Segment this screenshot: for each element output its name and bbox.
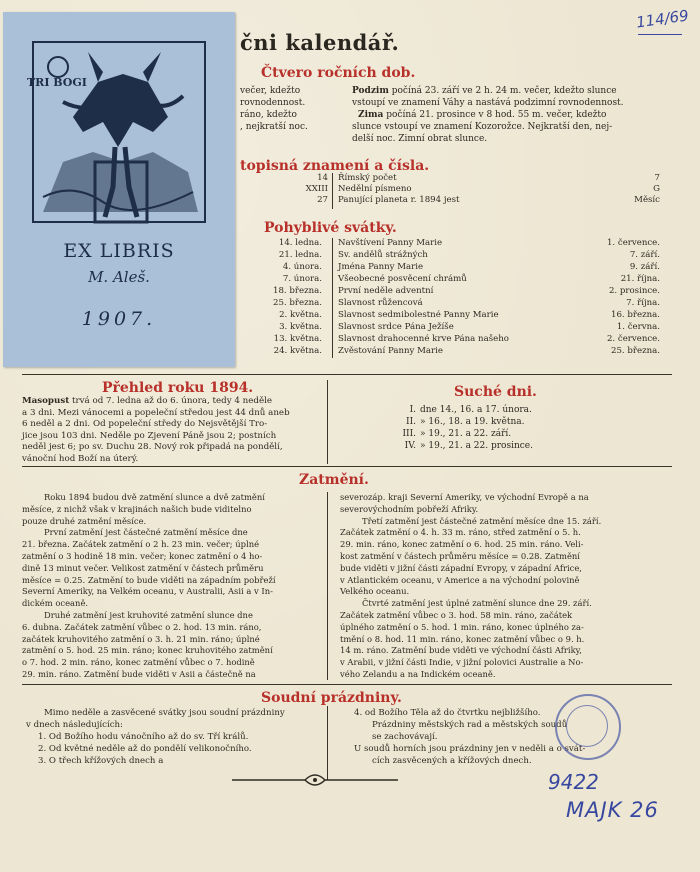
ornament-divider	[230, 770, 400, 790]
ex-libris-year: 1907.	[81, 308, 157, 330]
corner-mark-underline	[638, 34, 682, 35]
eclipse-left-line: 6. dubna. Začátek zatmění vůbec o 2. hod. 13 min. ráno,	[22, 621, 262, 632]
court-holidays-right-line: 4. od Božího Těla až do čtvrtku nejbližšího.	[354, 708, 541, 718]
eclipse-right-line: v Atlantickém oceanu, v Americe a na východní polovině	[340, 574, 580, 585]
eclipse-right-line: vého Zelandu a na Indickém oceaně.	[340, 669, 496, 679]
court-holidays-left-line: v dnech následujících:	[26, 720, 123, 730]
library-stamp	[555, 694, 621, 760]
handwritten-signature: MAJK 26	[566, 798, 659, 822]
handwritten-number: 9422	[548, 770, 599, 794]
movable-feast-name: Slavnost růžencová	[338, 298, 423, 308]
eclipse-left-line: začátek kruhovitého zatmění o 3. h. 21 min. ráno; úplné	[22, 633, 260, 644]
chronology-heading: topisná znamení a čísla.	[240, 158, 430, 174]
movable-feast-name: Jména Panny Marie	[338, 262, 424, 272]
seasons-autumn-line: Podzim počíná 23. září ve 2 h. 24 m. večer, kdežto slunce	[352, 86, 617, 96]
ember-day-dates: » 19., 21. a 22. září.	[420, 429, 512, 439]
eclipse-right-line: 14 m. ráno. Zatmění bude viděti ve východní části Afriky,	[340, 645, 582, 656]
eclipse-left-line: zatmění o 3 hodině 18 min. večer; konec zatmění o 4 ho-	[22, 551, 263, 561]
ember-day-dates: » 16., 18. a 19. května.	[420, 417, 525, 427]
chronology-divider	[332, 173, 333, 209]
movable-feasts-heading: Pohyblivé svátky.	[264, 220, 397, 236]
eclipse-left-line: měsíce = 0.25. Zatmění to bude viděti na západním pobřeží	[22, 574, 276, 585]
ex-libris-name: M. Aleš.	[88, 268, 150, 286]
movable-feast-name: Všeobecné posvěcení chrámů	[338, 274, 467, 284]
eclipse-left-line: o 7. hod. 2 min. ráno, konec zatmění vůbec o 7. hodině	[22, 657, 255, 668]
eclipse-right-line: Začátek zatmění vůbec o 3. hod. 58 min. ráno, začátek	[340, 610, 573, 620]
court-holidays-right-line: Prázdniny městských rad a městských soudů	[372, 720, 568, 730]
movable-feast-left-date: 2. května.	[279, 310, 322, 320]
ember-day-number: IV.	[404, 441, 416, 451]
seasons-winter-line: Zima počíná 21. prosince v 8 hod. 55 m. večer, kdežto	[358, 110, 607, 120]
eclipse-right-line: Třetí zatmění jest částečné zatmění měsíce dne 15. září.	[362, 515, 602, 526]
ember-day-row	[380, 417, 640, 428]
movable-feast-name: První neděle adventní	[338, 286, 434, 296]
court-holidays-heading: Soudní prázdniny.	[261, 690, 402, 706]
overview-line: neděl jest 6; po sv. Duchu 28. Nový rok připadá na pondělí,	[22, 442, 283, 452]
court-holidays-right-line: cích zasvěcených a křížových dnech.	[372, 756, 532, 766]
section-divider	[22, 374, 672, 375]
movable-feast-right-date: 2. prosince.	[608, 286, 660, 296]
eclipses-heading: Zatmění.	[299, 472, 369, 488]
movable-feast-left-date: 18. března.	[272, 286, 322, 296]
eclipse-right-line: Čtvrté zatmění jest úplné zatmění slunce dne 29. září.	[362, 598, 592, 609]
court-holidays-left-line: Mimo neděle a zasvěcené svátky jsou soudní prázdniny	[44, 708, 285, 718]
ex-libris-illustration	[3, 12, 235, 232]
ex-libris-top-text: TRI BOGI	[27, 76, 87, 89]
movable-feast-row	[240, 250, 660, 262]
movable-feast-right-date: 2. července.	[606, 334, 660, 344]
seasons-left-line: rovnodennost.	[240, 98, 306, 108]
eclipse-right-line: Velkého oceanu.	[340, 586, 410, 597]
seasons-left-line: večer, kdežto	[240, 86, 301, 96]
overview-line: vánoční hod Boží na úterý.	[22, 453, 139, 464]
movable-feast-right-date: 9. září.	[629, 262, 660, 272]
ember-day-number: I.	[409, 405, 416, 415]
movable-feast-right-date: 7. září.	[629, 250, 660, 260]
court-holidays-left-line: 2. Od květné neděle až do pondělí velikonočního.	[38, 744, 252, 754]
movable-feast-right-date: 7. října.	[626, 298, 660, 308]
movable-feast-left-date: 4. února.	[282, 262, 322, 272]
ember-day-dates: dne 14., 16. a 17. února.	[420, 405, 532, 415]
eclipse-right-line: v Arabii, v jižní části Indie, v jižní polovici Australie a No-	[340, 657, 584, 668]
movable-feast-name: Slavnost sedmibolestné Panny Marie	[338, 310, 499, 320]
eclipse-right-line: kost zatmění v částech průměru měsíce = 0.28. Zatmění	[340, 551, 580, 561]
movable-feast-right-date: 25. března.	[610, 346, 660, 356]
movable-feast-right-date: 16. března.	[610, 310, 660, 320]
ember-day-dates: » 19., 21. a 22. prosince.	[420, 441, 533, 451]
movable-feast-row	[240, 286, 660, 298]
corner-handwritten-mark: 114/69	[635, 6, 690, 32]
calendar-page: 114/69 čni kalendář. TRI BOGI EX LIBRIS M. Aleš. 1907. Čtvero ročních dob. večer, kdežto rovnodennost. ráno, kdežto , nejkratší noc. Podzim počíná 23. září ve 2 h. 24 m. večer, kdežto slunce vstoupí ve znamení Váhy a nastává podzimní rovnodennost. Zima počíná 21. prosince v 8 hod. 55 m. večer, kdežto slunce vstoupí ve znamení Kozorožce. Nejkratší den, nej- delší noc. Zimní obrat slunce. topisná znamení a čísla. 14 Římský počet 7 XXIII Nedělní písmeno G 27 Panující planeta r. 1894 jest Měsíc Pohyblivé svátky. 14. ledna. Navštívení Panny Marie 1. července. 21. ledna. Sv. andělů strážných 7. září. 4. února. Jména Panny Marie 9. září. 7. února. Všeobecné posvěcení chrámů 21. října. 18. března. První neděle adventní 2. prosince. 25. března. Slavnost růžencová 7. října. 2. května. Slavnost sedmibolestné Panny Marie 16. března. 3. května. Slavnost srdce Pána Ježíše 1. června. 13. května. Slavnost drahocenné krve Pána našeho 2. července. 24. května. Zvěstování Panny Marie 25. března. Přehled roku 1894. Masopust trvá od 7. ledna až do 6. února, tedy 4 neděle a 3 dni. Mezi vánocemi a popeleční středou jest 44 dnů aneb 6 neděl a 2 dni. Od popeleční středy do Nejsvětější Tro- jice jsou 103 dni. Neděle po Zjevení Páně jsou 2; postních neděl jest 6; po sv. Duchu 28. Nový rok připadá na pondělí, vánoční hod Boží na úterý. Suché dni. I. dne 14., 16. a 17. února. II. » 16., 18. a 19. května. III. » 19., 21. a 22. září. IV. » 19., 21. a 22. prosince. Zatmění. Roku 1894 budou dvě zatmění slunce a dvě zatmění měsíce, z nichž však v krajinách našich bude viditelno pouze druhé zatmění měsíce. První zatmění jest částečné zatmění měsíce dne 21. března. Začátek zatmění o 2 h. 23 min. večer; úplné zatmění o 3 hodině 18 min. večer; konec zatmění o 4 ho- dině 13 minut večer. Velikost zatmění v částech průměru měsíce = 0.25. Zatmění to bude viděti na západním pobřeží Severní Ameriky, na Velkém oceanu, v Australii, Asii a v In- dickém oceaně. Druhé zatmění jest kruhovité zatmění slunce dne 6. dubna. Začátek zatmění vůbec o 2. hod. 13 min. ráno, začátek kruhovitého zatmění o 3. h. 21 min. ráno; úplné zatmění o 5. hod. 25 min. ráno; konec kruhovitého zatmění o 7. hod. 2 min. ráno, konec zatmění vůbec o 7. hodině 29. min. ráno. Zatmění bude viděti v Asii a částečně na severozáp. kraji Severní Ameriky, ve východní Evropě a na severovýchodním pobřeží Afriky. Třetí zatmění jest částečné zatmění měsíce dne 15. září. Začátek zatmění o 4. h. 33 m. ráno, střed zatmění o 5. h. 29. min. ráno, konec zatmění o 6. hod. 25 min. ráno. Veli- kost zatmění v částech průměru měsíce = 0.28. Zatmění bude viděti v jižní části západní Evropy, v západní Africe, v Atlantickém oceanu, v Americe a na východní polovině Velkého oceanu. Čtvrté zatmění jest úplné zatmění slunce dne 29. září. Začátek zatmění vůbec o 3. hod. 58 min. ráno, začátek úplného zatmění o 5. hod. 1 min. ráno, konec úplného za- tmění o 8. hod. 11 min. ráno, konec zatmění vůbec o 9. h. 14 m. ráno. Zatmění bude viděti ve východní části Afriky, v Arabii, v jižní části Indie, v jižní polovici Australie a No- vého Zelandu a na Indickém oceaně. Soudní prázdniny. Mimo neděle a zasvěcené svátky jsou soudní prázdniny v dnech následujících: 1. Od Božího hodu vánočního až do sv. Tří králů. 2. Od květné neděle až do pondělí velikonočního. 3. O třech křížových dnech a 4. od Božího Těla až do čtvrtku nejbližšího. Prázdniny městských rad a městských soudů se zachovávají. U soudů horních jsou prázdniny jen v neděli a o svát- cích zasvěcených a křížových dnech. 9422 MAJK 26	[0, 0, 700, 872]
movable-feast-row	[240, 310, 660, 322]
seasons-winter-line: delší noc. Zimní obrat slunce.	[352, 134, 488, 144]
seasons-autumn-line: vstoupí ve znamení Váhy a nastává podzimní rovnodennost.	[352, 98, 624, 108]
court-holidays-left-line: 3. O třech křížových dnech a	[38, 756, 164, 766]
movable-feast-right-date: 1. července.	[606, 238, 660, 248]
eclipse-left-line: měsíce, z nichž však v krajinách našich bude viditelno	[22, 503, 252, 514]
court-holidays-right-line: U soudů horních jsou prázdniny jen v neděli a o svát-	[354, 744, 586, 754]
ember-days-heading: Suché dni.	[454, 384, 537, 400]
eclipse-left-line: Druhé zatmění jest kruhovité zatmění slunce dne	[44, 610, 253, 620]
eclipses-divider	[327, 492, 328, 680]
overview-heading: Přehled roku 1894.	[102, 380, 254, 396]
eclipse-left-line: Roku 1894 budou dvě zatmění slunce a dvě zatmění	[44, 492, 265, 502]
seasons-heading: Čtvero ročních dob.	[261, 65, 416, 81]
movable-feast-row	[240, 322, 660, 334]
movable-feast-name: Navštívení Panny Marie	[338, 238, 443, 248]
movable-feast-row	[240, 262, 660, 274]
eclipse-right-line: severovýchodním pobřeží Afriky.	[340, 503, 479, 514]
eclipse-left-line: pouze druhé zatmění měsíce.	[22, 515, 147, 526]
eclipse-left-line: Severní Ameriky, na Velkém oceanu, v Australii, Asii a v In-	[22, 586, 273, 597]
seasons-winter-line: slunce vstoupí ve znamení Kozorožce. Nejkratší den, nej-	[352, 122, 613, 132]
movable-feast-name: Slavnost srdce Pána Ježíše	[338, 322, 454, 332]
overview-line: jice jsou 103 dni. Neděle po Zjevení Páně jsou 2; postních	[22, 430, 277, 441]
movable-feast-left-date: 14. ledna.	[278, 238, 322, 248]
eclipse-left-line: 29. min. ráno. Zatmění bude viděti v Asii a částečně na	[22, 669, 256, 679]
movable-feast-left-date: 3. května.	[279, 322, 322, 332]
ember-day-row	[380, 441, 640, 452]
movable-feast-name: Sv. andělů strážných	[338, 250, 428, 260]
eclipse-right-line: Začátek zatmění o 4. h. 33 m. ráno, střed zatmění o 5. h.	[340, 527, 581, 538]
eclipse-left-line: První zatmění jest částečné zatmění měsíce dne	[44, 527, 248, 538]
seasons-left-line: ráno, kdežto	[240, 110, 297, 120]
seasons-left-line: , nejkratší noc.	[240, 122, 308, 132]
movable-feast-row	[240, 274, 660, 286]
ex-libris-title: EX LIBRIS	[63, 240, 175, 262]
overview-line: Masopust trvá od 7. ledna až do 6. února, tedy 4 neděle	[22, 396, 273, 406]
overview-line: a 3 dni. Mezi vánocemi a popeleční středou jest 44 dnů aneb	[22, 407, 290, 418]
ember-day-row	[380, 405, 640, 416]
movable-feast-row	[240, 298, 660, 310]
ember-day-number: II.	[406, 417, 416, 427]
movable-feast-row	[240, 238, 660, 250]
eclipse-left-line: dině 13 minut večer. Velikost zatmění v částech průměru	[22, 562, 264, 573]
court-holidays-divider	[327, 706, 328, 780]
eclipse-left-line: 21. března. Začátek zatmění o 2 h. 23 min. večer; úplné	[22, 539, 260, 550]
eclipse-right-line: tmění o 8. hod. 11 min. ráno, konec zatmění vůbec o 9. h.	[340, 633, 585, 644]
court-holidays-right-line: se zachovávají.	[372, 732, 438, 742]
overview-line: 6 neděl a 2 dni. Od popeleční středy do Nejsvětější Tro-	[22, 419, 268, 429]
page-title: čni kalendář.	[240, 30, 400, 55]
ex-libris-plate	[3, 12, 235, 367]
movable-feast-name: Zvěstování Panny Marie	[338, 346, 443, 356]
overview-ember-divider	[327, 380, 328, 464]
eclipse-left-line: zatmění o 5. hod. 25 min. ráno; konec kruhovitého zatmění	[22, 645, 273, 656]
ember-day-number: III.	[402, 429, 416, 439]
eclipse-right-line: úplného zatmění o 5. hod. 1 min. ráno, konec úplného za-	[340, 621, 584, 632]
movable-feast-row	[240, 334, 660, 346]
movable-feast-right-date: 21. října.	[620, 274, 660, 284]
movable-feast-right-date: 1. června.	[616, 322, 660, 332]
eclipse-right-line: 29. min. ráno, konec zatmění o 6. hod. 25 min. ráno. Veli-	[340, 539, 584, 550]
eclipse-right-line: severozáp. kraji Severní Ameriky, ve východní Evropě a na	[340, 492, 589, 502]
movable-feast-left-date: 25. března.	[272, 298, 322, 308]
section-divider	[22, 684, 672, 685]
court-holidays-left-line: 1. Od Božího hodu vánočního až do sv. Tří králů.	[38, 732, 249, 742]
movable-feast-row	[240, 346, 660, 358]
movable-feast-left-date: 13. května.	[273, 334, 322, 344]
eclipse-left-line: dickém oceaně.	[22, 598, 89, 609]
ember-day-row	[380, 429, 640, 440]
movable-feast-left-date: 21. ledna.	[278, 250, 322, 260]
movable-feast-left-date: 24. května.	[273, 346, 322, 356]
section-divider	[22, 466, 672, 467]
movable-feast-left-date: 7. února.	[282, 274, 322, 284]
movable-feast-name: Slavnost drahocenné krve Pána našeho	[338, 334, 509, 344]
eclipse-right-line: bude viděti v jižní části západní Evropy, v západní Africe,	[340, 562, 582, 573]
